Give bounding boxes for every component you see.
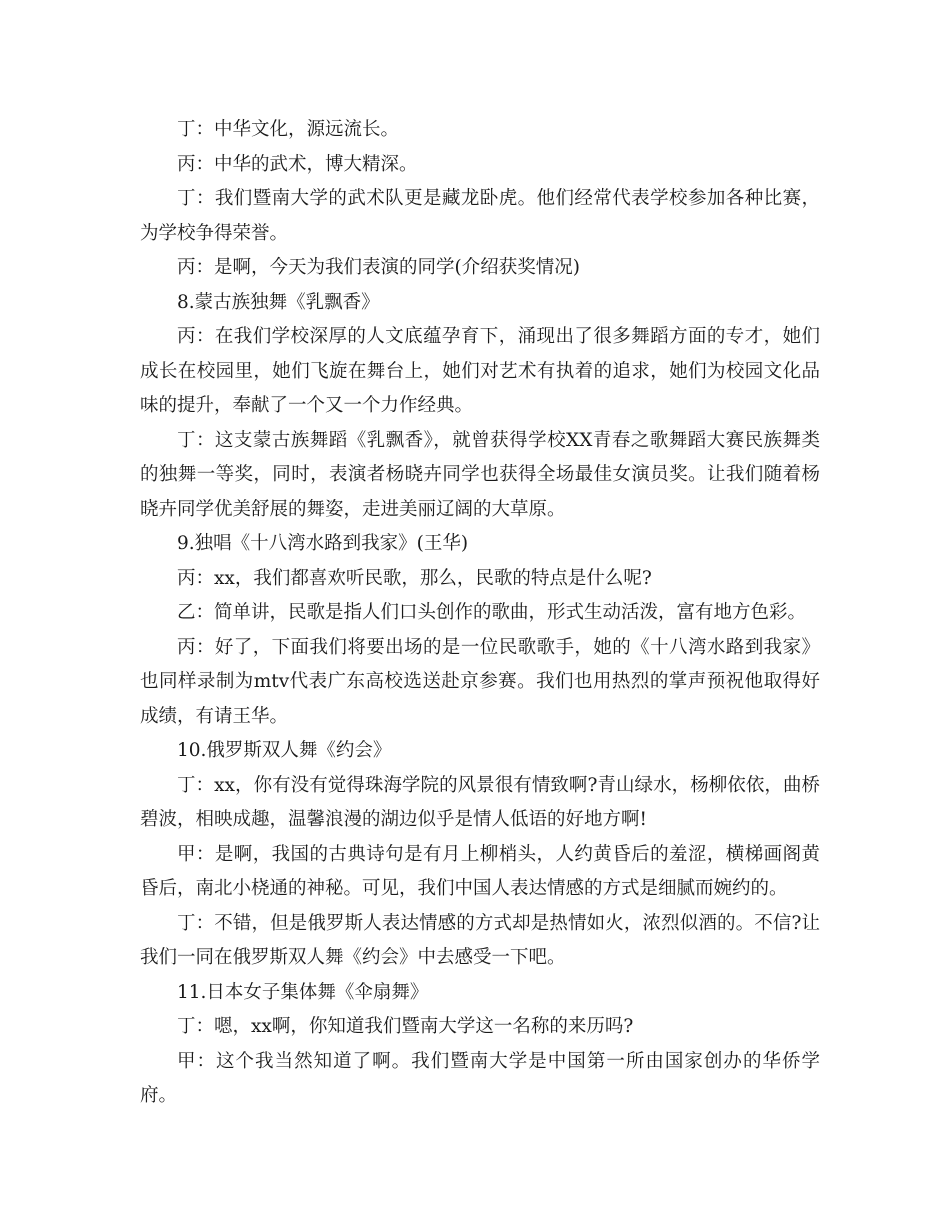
- dialogue-line: 丙：xx，我们都喜欢听民歌，那么，民歌的特点是什么呢?: [177, 567, 652, 589]
- program-item-heading: 11.日本女子集体舞《伞扇舞》: [177, 981, 429, 1003]
- program-item-heading: 8.蒙古族独舞《乳飘香》: [177, 291, 380, 313]
- dialogue-line: 丙：中华的武术，博大精深。: [177, 153, 418, 175]
- document-body: [140, 113, 820, 1114]
- dialogue-line: 丁：不错，但是俄罗斯人表达情感的方式却是热情如火，浓烈似酒的。不信?让我们一同在俄罗斯双人舞《约会》中去感受一下吧。: [140, 912, 820, 968]
- dialogue-line: 丙：好了，下面我们将要出场的是一位民歌歌手，她的《十八湾水路到我家》也同样录制为mtv代表广东高校选送赴京参赛。我们也用热烈的掌声预祝他取得好成绩，有请王华。: [140, 636, 820, 727]
- program-item-heading: 10.俄罗斯双人舞《约会》: [177, 740, 392, 761]
- dialogue-line: 丙：在我们学校深厚的人文底蕴孕育下，涌现出了很多舞蹈方面的专才，她们成长在校园里，她们飞旋在舞台上，她们对艺术有执着的追求，她们为校园文化品味的提升，奉献了一个又一个力作经典。: [140, 326, 820, 416]
- dialogue-line: 甲：是啊，我国的古典诗句是有月上柳梢头，人约黄昏后的羞涩，横梯画阁黄昏后，南北小桡通的神秘。可见，我们中国人表达情感的方式是细腻而婉约的。: [140, 843, 820, 899]
- dialogue-line: 丁：嗯，xx啊，你知道我们暨南大学这一名称的来历吗?: [177, 1016, 634, 1037]
- dialogue-line: 丁：中华文化，源远流长。: [177, 119, 400, 140]
- dialogue-line: 丁：xx，你有没有觉得珠海学院的风景很有情致啊?青山绿水，杨柳依依，曲桥碧波，相映成趣，温馨浪漫的湖边似乎是情人低语的好地方啊!: [140, 774, 820, 830]
- dialogue-line: 甲：这个我当然知道了啊。我们暨南大学是中国第一所由国家创办的华侨学府。: [140, 1050, 820, 1106]
- dialogue-line: 丙：是啊，今天为我们表演的同学(介绍获奖情况): [177, 257, 580, 278]
- dialogue-line: 丁：这支蒙古族舞蹈《乳飘香》，就曾获得学校XX青春之歌舞蹈大赛民族舞类的独舞一等奖，同时，表演者杨晓卉同学也获得全场最佳女演员奖。让我们随着杨晓卉同学优美舒展的舞姿，走进美丽辽阔的大草原。: [140, 429, 820, 520]
- dialogue-line: 丁：我们暨南大学的武术队更是藏龙卧虎。他们经常代表学校参加各种比赛，为学校争得荣誉。: [140, 188, 820, 244]
- dialogue-line: 乙：简单讲，民歌是指人们口头创作的歌曲，形式生动活泼，富有地方色彩。: [177, 602, 807, 623]
- program-item-heading: 9.独唱《十八湾水路到我家》(王华): [177, 533, 469, 554]
